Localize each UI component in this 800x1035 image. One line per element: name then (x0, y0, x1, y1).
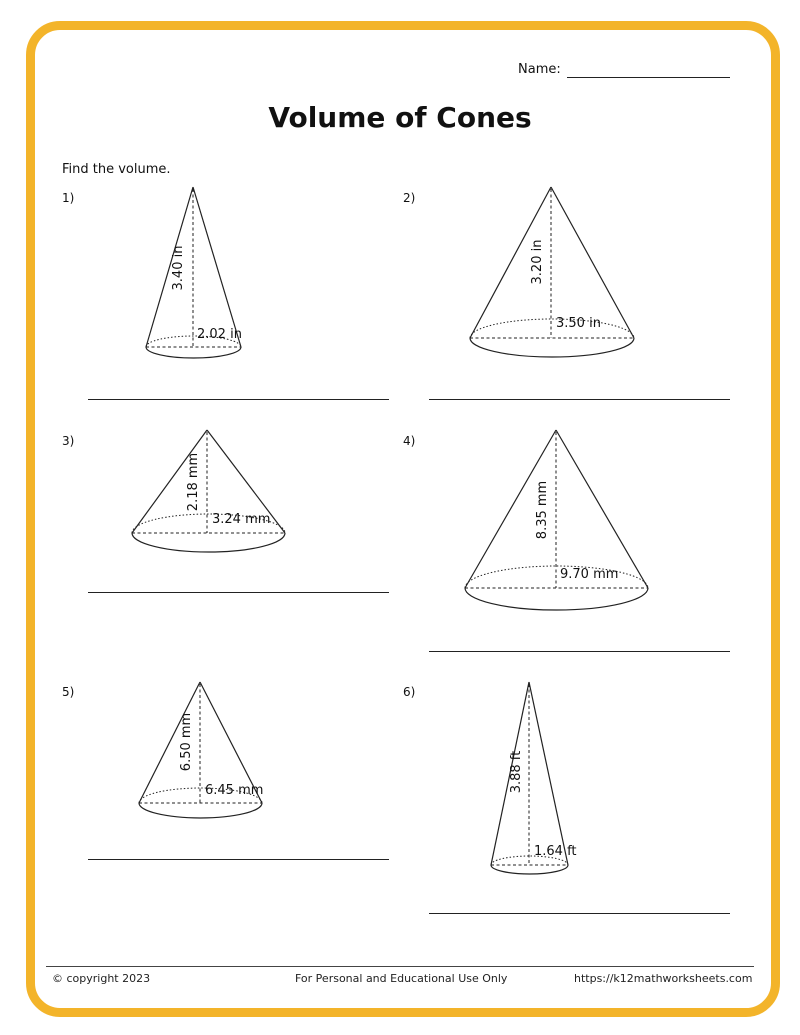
cone-5-radius-label: 6.45 mm (205, 783, 264, 798)
cone-6 (491, 682, 577, 874)
problem-number-5: 5) (62, 685, 75, 699)
footer-website[interactable]: https://k12mathworksheets.com (574, 972, 753, 985)
name-label: Name: (518, 62, 561, 77)
cone-1 (146, 187, 242, 358)
footer-copyright: © copyright 2023 (52, 972, 151, 985)
cone-4-radius-label: 9.70 mm (560, 567, 619, 582)
page-title: Volume of Cones (268, 101, 532, 134)
problem-number-2: 2) (403, 191, 416, 205)
problem-number-6: 6) (403, 685, 416, 699)
cone-1-radius-label: 2.02 in (197, 327, 242, 342)
cone-5-height-label: 6.50 mm (179, 712, 194, 772)
cone-3-radius-label: 3.24 mm (212, 512, 271, 527)
cone-4 (465, 430, 648, 610)
cone-4-height-label: 8.35 mm (535, 480, 550, 540)
cone-6-height-label: 3.88 ft (509, 750, 524, 794)
instructions: Find the volume. (62, 162, 171, 177)
cone-5 (139, 682, 263, 818)
cone-2-height-label: 3.20 in (530, 239, 545, 285)
problem-number-3: 3) (62, 434, 75, 448)
cone-3-height-label: 2.18 mm (186, 452, 201, 512)
footer-divider (46, 966, 754, 967)
problem-number-1: 1) (62, 191, 75, 205)
cone-1-height-label: 3.40 in (171, 245, 186, 291)
cone-6-radius-label: 1.64 ft (534, 844, 577, 859)
problem-number-4: 4) (403, 434, 416, 448)
cone-2-radius-label: 3.50 in (556, 316, 601, 331)
footer-usage: For Personal and Educational Use Only (295, 972, 508, 985)
cone-2 (470, 187, 634, 357)
cone-3 (132, 430, 285, 552)
